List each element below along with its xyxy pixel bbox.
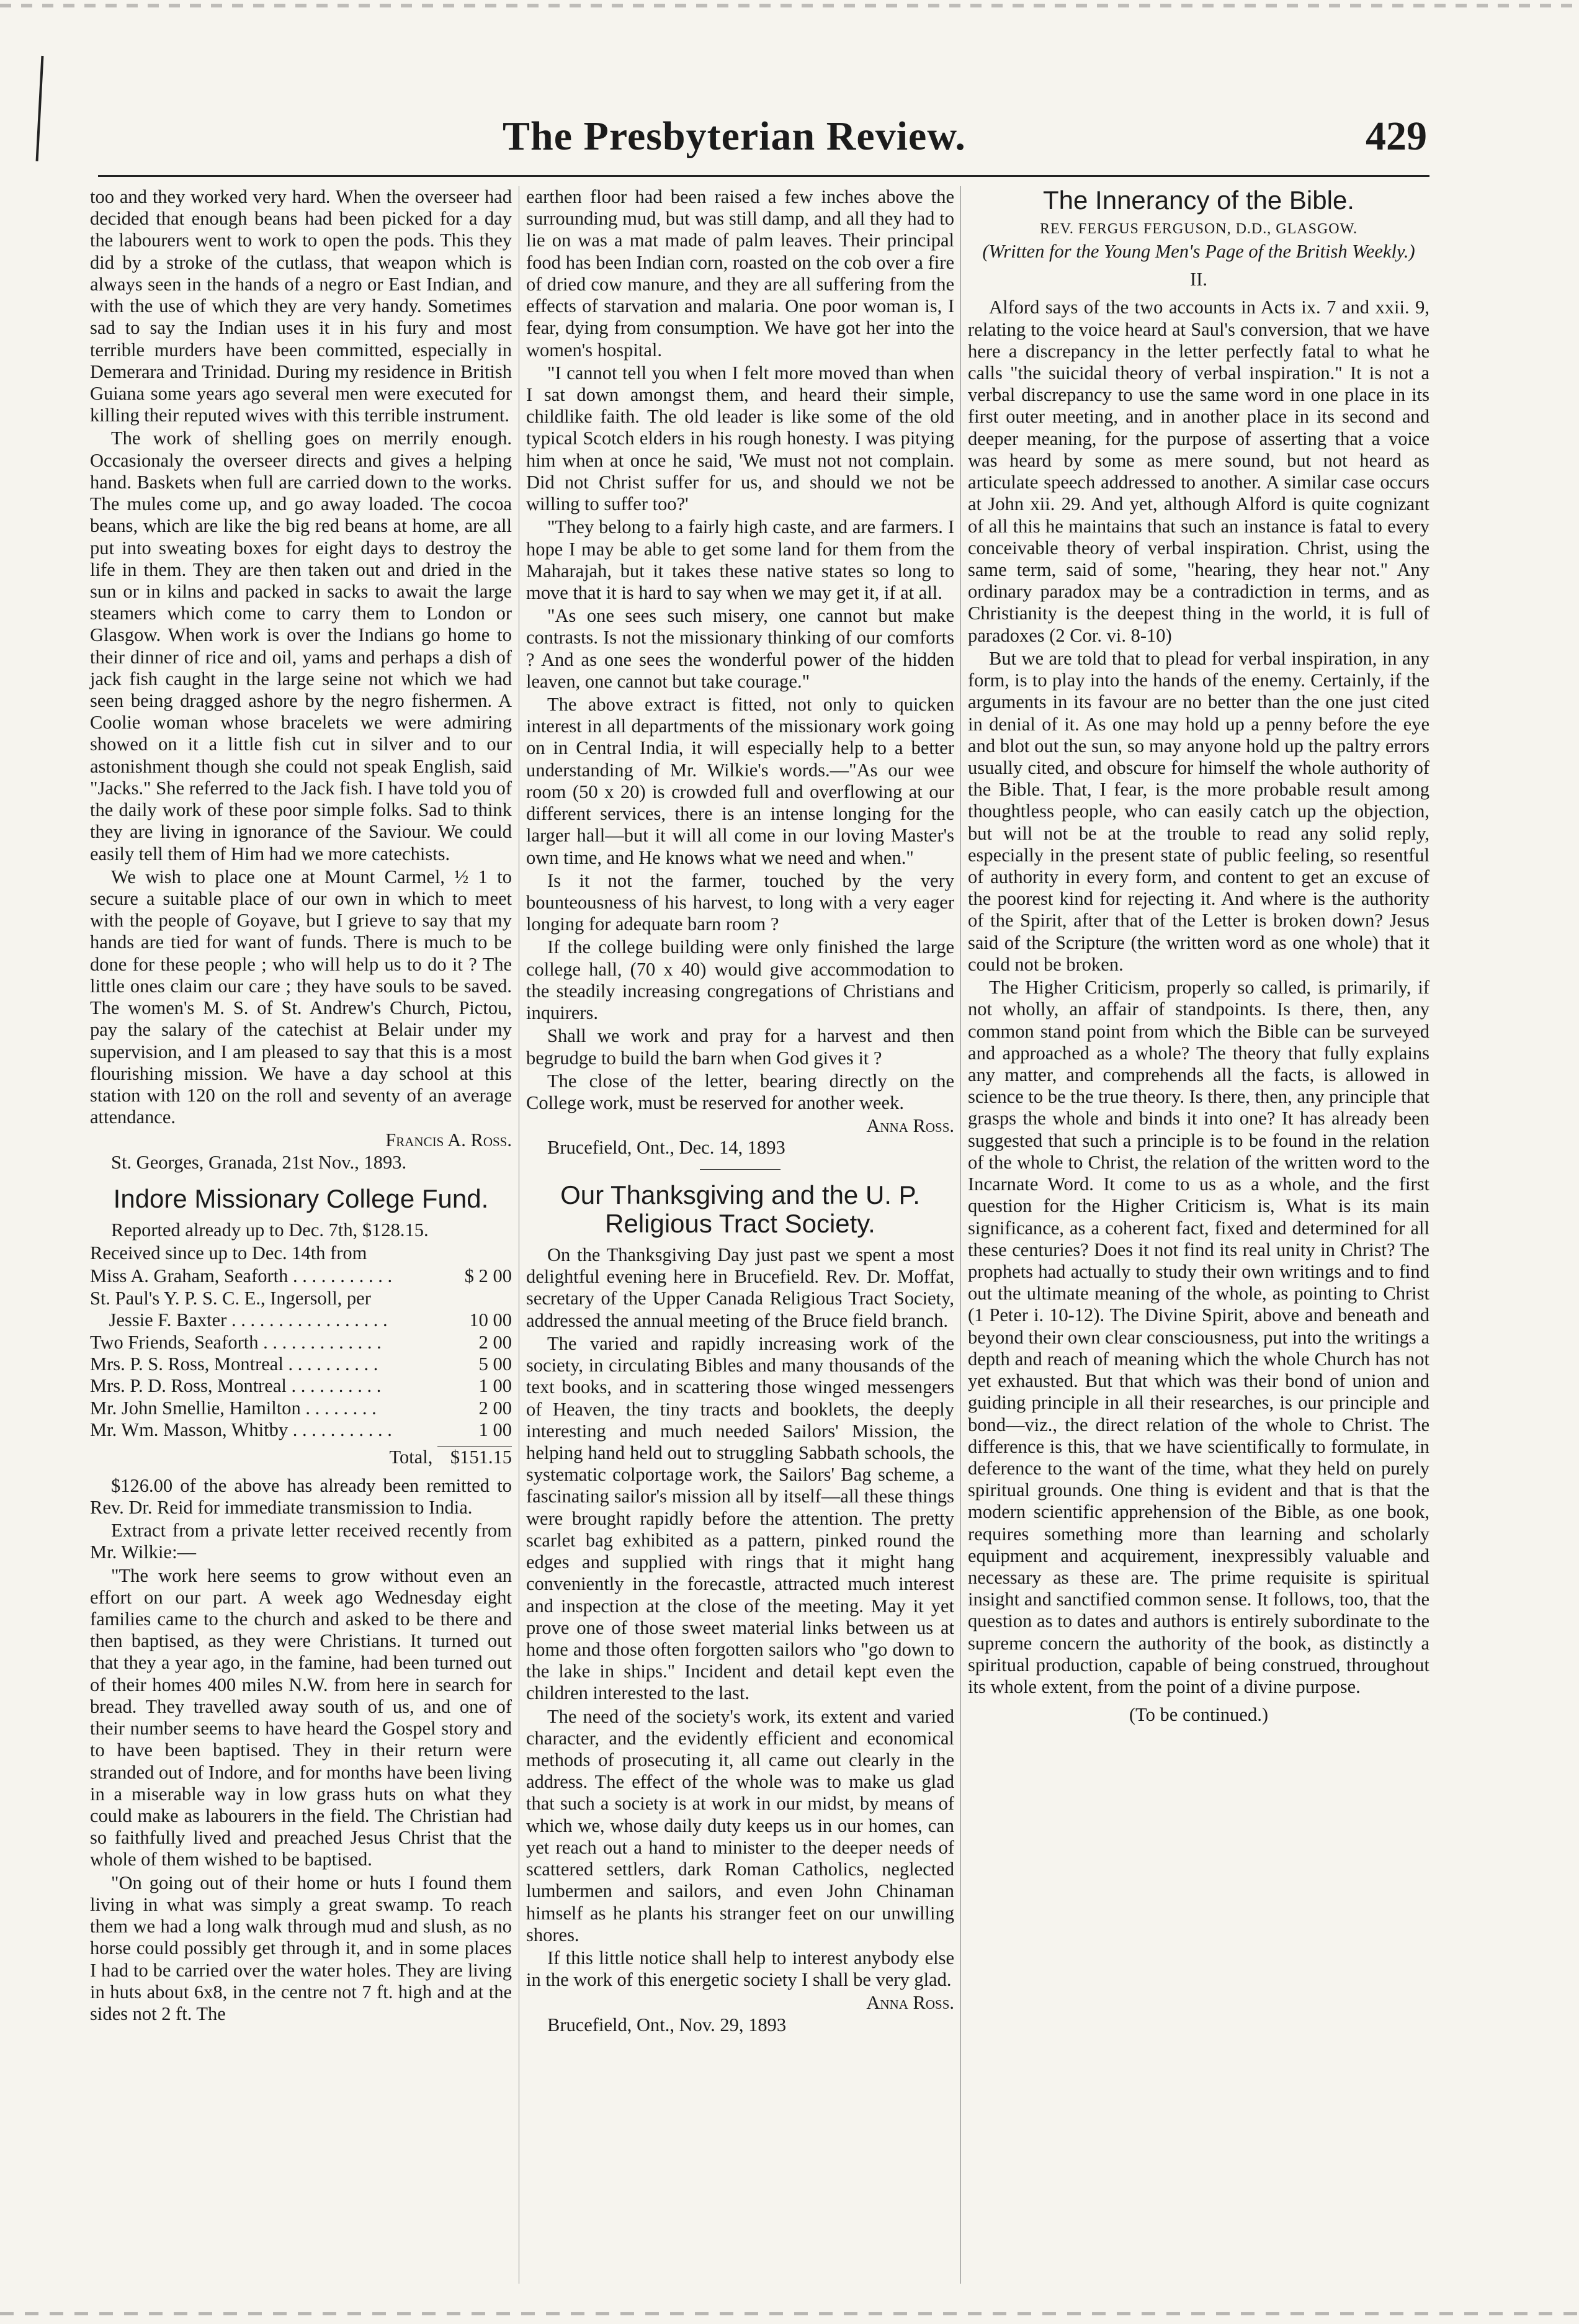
part-number: II. xyxy=(1190,269,1207,290)
donor-name: Mr. John Smellie, Hamilton . . . . . . . . xyxy=(90,1397,377,1419)
paragraph: On the Thanksgiving Day just past we spent a most delightful evening here in Brucefield. Rev. Dr. Moffat, secretary of the Upper Canada Religious Tract Society, addressed the annual meeting of the Bruce field branch. xyxy=(526,1244,954,1331)
paragraph: The varied and rapidly increasing work of the society, in circulating Bibles and many thousands of the text books, and in scattering those winged messengers of Heaven, the tiny tracts and booklets, the deeply interesting and much needed Sailors' Mission, the helping hand held out to struggling Sabbath schools, the systematic colportage work, the Sailors' Bag scheme, a fascinating sailor's mission all by itself—all these things were brought rapidly before the attention. The pretty scarlet bag exhibited as a pattern, pinked round the edges and supplied with rings that it might hang conveniently in the forecastle, attracted much interest and inspection at the close of the meeting. May it yet prove one of those sweet material links between us at home and those often forgotten sailors who "go down to the lake in ships." Incident and detail kept even the children interested to the last. xyxy=(526,1332,954,1704)
dateline: St. Georges, Granada, 21st Nov., 1893. xyxy=(111,1151,407,1173)
continued-note: (To be continued.) xyxy=(1129,1704,1268,1726)
paragraph: "As one sees such misery, one cannot but make contrasts. Is not the missionary thinking of our comforts ? And as one sees the wonderful power of the hidden leaven, one cannot but take courage." xyxy=(526,605,954,692)
margin-pen-mark xyxy=(36,56,48,161)
column-3 xyxy=(968,186,1429,1726)
paragraph: too and they worked very hard. When the overseer had decided that enough beans had been picked for a day the labourers went to work to open the pods. This they did by a stroke of the cutlass, that weapon which is always seen in the hands of a negro or East Indian, and with the use of which they are very handy. Sometimes sad to say the Indian uses it in his fury and most terrible murders have been committed, especially in Demerara and Trinidad. During my residence in British Guiana some years ago several men were executed for killing their reputed wives with this terrible instrument. xyxy=(90,186,512,426)
total-label: Total, xyxy=(389,1447,433,1468)
donor-name: Miss A. Graham, Seaforth . . . . . . . . . . . xyxy=(90,1265,393,1287)
publication-credit: (Written for the Young Men's Page of the British Weekly.) xyxy=(982,240,1415,262)
donor-name: St. Paul's Y. P. S. C. E., Ingersoll, per xyxy=(90,1287,371,1309)
paragraph: Is it not the farmer, touched by the very bounteousness of his harvest, to long with a very eager longing for adequate barn room ? xyxy=(526,869,954,935)
fund-reported: Reported already up to Dec. 7th, $128.15. xyxy=(111,1219,429,1241)
page-bottom-edge xyxy=(0,2312,1579,2315)
page-number: 429 xyxy=(1366,114,1427,159)
donor-table xyxy=(90,1265,512,1441)
donor-amount xyxy=(437,1288,512,1309)
paragraph: $126.00 of the above has already been remitted to Rev. Dr. Reid for immediate transmission to India. xyxy=(90,1474,512,1518)
paragraph: "They belong to a fairly high caste, and are farmers. I hope I may be able to get some land for them from the Maharajah, but it takes these native states so long to move that it is hard to say when we may get it, if at all. xyxy=(526,516,954,603)
paragraph: "On going out of their home or huts I found them living in what was simply a great swamp. To reach them we had a long walk through mud and slush, as no horse could possibly get through it, and in some places I had to be carried over the water holes. They are living in huts about 6x8, in the centre not 7 ft. high and at the sides not 2 ft. The xyxy=(90,1872,512,2024)
article-title: Our Thanksgiving and the U. P. Religious Tract Society. xyxy=(560,1180,920,1238)
donor-amount: 5 00 xyxy=(478,1353,512,1375)
signature: Francis A. Ross. xyxy=(385,1129,512,1151)
paragraph: The close of the letter, bearing directly on the College work, must be reserved for another week. xyxy=(526,1070,954,1113)
donor-amount: 10 00 xyxy=(469,1309,512,1331)
author-byline: REV. FERGUS FERGUSON, D.D., GLASGOW. xyxy=(1039,221,1358,238)
paragraph: If the college building were only finished the large college hall, (70 x 40) would give accommodation to the steadily increasing congregations of Christians and inquirers. xyxy=(526,936,954,1024)
donor-amount: 1 00 xyxy=(478,1419,512,1441)
column-1 xyxy=(90,186,512,2026)
donor-row xyxy=(90,1265,512,1287)
article-title: Indore Missionary College Fund. xyxy=(113,1183,489,1213)
donor-name: Mrs. P. D. Ross, Montreal . . . . . . . . . . xyxy=(90,1375,382,1397)
paragraph: earthen floor had been raised a few inches above the surrounding mud, but was still damp, and all they had to lie on was a mat made of palm leaves. Their principal food has been Indian corn, roasted on the cob over a fire of dried cow manure, and they are all suffering from the effects of starvation and malaria. One poor woman is, I fear, dying from consumption. We have got her into the women's hospital. xyxy=(526,186,954,361)
paragraph: The Higher Criticism, properly so called, is primarily, if not wholly, an affair of standpoints. Is there, then, any common stand point from which the Bible can be surveyed and approached as a whole? The theory that fully explains any matter, and comprehends all the facts, is allowed in science to be the true theory. Is there, then, any principle that grasps the whole and binds it into one? It has already been suggested that such a principle is to be found in the relation of the whole to Christ, the relation of the written word to the Incarnate Word. It come to us as a whole, and the first question for the Higher Criticism is, What is its main significance, as a coherent fact, fixed and determined for all these centuries? Does it not find its real unity in Christ? The prophets had actually to study their own writings and to find out the ultimate meaning of the whole, as pointing to Christ (1 Peter i. 10-12). The Divine Spirit, above and beneath and beyond their own clear consciousness, put into the writings a depth and reach of meaning which the whole Church has not yet exhausted. But that which was their bond of union and guiding principle in all their researches, is our principle and bond—viz., the direct relation of the whole to Christ. The difference is this, that we have scientifically to formulate, in deference to the want of the time, what they held on purely spiritual grounds. One thing is evident and that is that the modern scientific apprehension of the Bible, as one book, requires something more than learning and scholarly equipment and acquirement, inexpressibly valuable and necessary as these are. The prime requisite is spiritual insight and sanctified common sense. It follows, too, that the question as to dates and authors is entirely subordinate to the supreme concern the authority of the book, as distinctly a spiritual production, capable of being construed, throughout its whole extent, from the point of a divine purpose. xyxy=(968,977,1429,1698)
dateline: Brucefield, Ont., Dec. 14, 1893 xyxy=(547,1137,785,1159)
donor-amount: 1 00 xyxy=(478,1375,512,1397)
paragraph: Shall we work and pray for a harvest and then begrudge to build the barn when God gives it ? xyxy=(526,1025,954,1069)
donor-name: Mrs. P. S. Ross, Montreal . . . . . . . . . . xyxy=(90,1353,378,1375)
donor-amount: 2 00 xyxy=(478,1331,512,1353)
donor-row xyxy=(90,1309,512,1331)
donor-row xyxy=(90,1419,512,1441)
donor-name: Two Friends, Seaforth . . . . . . . . . . . . . xyxy=(90,1331,382,1353)
donor-amount: 2 00 xyxy=(478,1397,512,1419)
column-rule-2 xyxy=(960,186,961,2284)
donor-name: Jessie F. Baxter . . . . . . . . . . . . . . . . . xyxy=(90,1309,388,1331)
donor-row xyxy=(90,1375,512,1397)
donor-row xyxy=(90,1288,512,1309)
total-amount: $151.15 xyxy=(437,1446,512,1468)
column-2 xyxy=(526,186,954,2036)
running-head xyxy=(74,113,1427,169)
paragraph: But we are told that to plead for verbal inspiration, in any form, is to play into the hands of the enemy. Certainly, if the arguments in its favour are no better than the one just cited in denial of it. As one may hold up a penny before the eye and blot out the sun, so may anyone hold up the paltry errors usually cited, and obscure for himself the whole authority of the Bible. That, I fear, is the more probable result among thoughtless people, who can easily catch up the objection, but will not be at the trouble to read any solid reply, especially in the present state of public feeling, so resentful of authority in every form, and content to get an excuse of the poorest kind for rejecting it. And where is the authority of the Spirit, after that of the Letter is broken down? Jesus said of the Scripture (the written word as one whole) that it could not be broken. xyxy=(968,647,1429,975)
signature: Anna Ross. xyxy=(866,1115,954,1137)
signature: Anna Ross. xyxy=(866,1992,954,2014)
journal-title: The Presbyterian Review. xyxy=(503,114,966,159)
paragraph: If this little notice shall help to interest anybody else in the work of this energetic society I shall be very glad. xyxy=(526,1947,954,1991)
donor-row xyxy=(90,1398,512,1419)
article-title: The Innerancy of the Bible. xyxy=(1043,186,1354,215)
donor-row xyxy=(90,1332,512,1353)
donor-row xyxy=(90,1353,512,1375)
paragraph: The work of shelling goes on merrily enough. Occasionaly the overseer directs and gives a helping hand. Baskets when full are carried down to the works. The mules come up, and go away loaded. The cocoa beans, which are like the big red beans at home, are all put into sweating boxes for eight days to destroy the life in them. They are then taken out and dried in the sun or in kilns and packed in sacks to await the large steamers which come to carry them to London or Glasgow. When work is over the Indians go home to their dinner of rice and oil, yams and perhaps a dish of jack fish caught in the large seine not which we had seen being dragged ashore by the negro fishermen. A Coolie woman whose bracelets we were admiring showed on it a little fish cut in silver and to our astonishment though she could not speak English, said "Jacks." She referred to the Jack fish. I have told you of the daily work of these poor simple folks. Sad to think they are living in ignorance of the Saviour. We could easily tell them of Him had we more catechists. xyxy=(90,428,512,864)
donor-name: Mr. Wm. Masson, Whitby . . . . . . . . . . . xyxy=(90,1419,392,1441)
page-top-edge xyxy=(0,4,1579,7)
paragraph: Extract from a private letter received recently from Mr. Wilkie:— xyxy=(90,1520,512,1563)
donor-amount: $ 2 00 xyxy=(464,1265,512,1287)
paragraph: The need of the society's work, its extent and varied character, and the evidently efficient and economical methods of prosecuting it, all came out clearly in the address. The effect of the whole was to make us glad that such a society is at work in our midst, by means of which we, whose daily duty keeps us in our homes, can yet reach out a hand to minister to the deeper needs of scattered settlers, dark Roman Catholics, neglected lumbermen and sailors, and even John Chinaman himself as he plants his stranger feet on our unwilling shores. xyxy=(526,1705,954,1945)
paragraph: The above extract is fitted, not only to quicken interest in all departments of the missionary work going on in Central India, it will especially help to a better understanding of Mr. Wilkie's words.—"As our wee room (50 x 20) is crowded full and overflowing at our different services, there is an intense longing for the larger hall—but it will all come in our loving Master's own time, and He knows what we need and when." xyxy=(526,694,954,868)
header-rule xyxy=(98,175,1429,177)
paragraph: We wish to place one at Mount Carmel, ½ 1 to secure a suitable place of our own in which to meet with the people of Goyave, but I grieve to say that my hands are tied for want of funds. There is much to be done for these people ; who will help us to do it ? The little ones claim our care ; they have souls to be saved. The women's M. S. of St. Andrew's Church, Pictou, pay the salary of the catechist at Belair under my supervision, and I am pleased to say that this is a most flourishing mission. We have a day school at this station with 120 on the roll and seventy of an average attendance. xyxy=(90,866,512,1128)
fund-total xyxy=(90,1446,512,1468)
section-divider xyxy=(700,1169,781,1170)
fund-received: Received since up to Dec. 14th from xyxy=(90,1242,367,1264)
paragraph: "The work here seems to grow without even an effort on our part. A week ago Wednesday eight families came to the church and asked to be there and then baptised, as they were Christians. It turned out that they a year ago, in the famine, had been turned out of their homes 400 miles N.W. from here in search for bread. They travelled away south of us, and one of their number seems to have heard the Gospel story and to have been baptised. They in their return were stranded out of Indore, and for months have been living in a miserable way in low grass huts on what they could make as labourers in the field. The Christian had so faithfully lived and preached Jesus Christ that the whole of them wished to be baptised. xyxy=(90,1564,512,1870)
dateline: Brucefield, Ont., Nov. 29, 1893 xyxy=(547,2014,787,2035)
paragraph: "I cannot tell you when I felt more moved than when I sat down amongst them, and heard their simple, childlike faith. The old leader is like some of the old typical Scotch elders in his rough honesty. I was pitying him when at once he said, 'We must not not complain. Did not Christ suffer for us, and should we not be willing to suffer too?' xyxy=(526,362,954,515)
paragraph: Alford says of the two accounts in Acts ix. 7 and xxii. 9, relating to the voice heard at Saul's conversion, that we have here a discrepancy in the letter perfectly fatal to what he calls "the suicidal theory of verbal inspiration." It is not a verbal discrepancy to use the same word in one place in its first outer meeting, and in another place in its second and deeper meaning, for the purpose of asserting that a voice was heard by some as mere sound, but not heard as articulate speech addressed to another. A similar case occurs at John xii. 29. And yet, although Alford is quite cognizant of all this he maintains that such an instance is fatal to every conceivable theory of verbal inspiration. Christ, using the same term, said of some, "hearing, they hear not." Any ordinary paradox may be a contradiction in terms, and as Christianity is the deepest thing in the world, it is full of paradoxes (2 Cor. vi. 8-10) xyxy=(968,297,1429,646)
